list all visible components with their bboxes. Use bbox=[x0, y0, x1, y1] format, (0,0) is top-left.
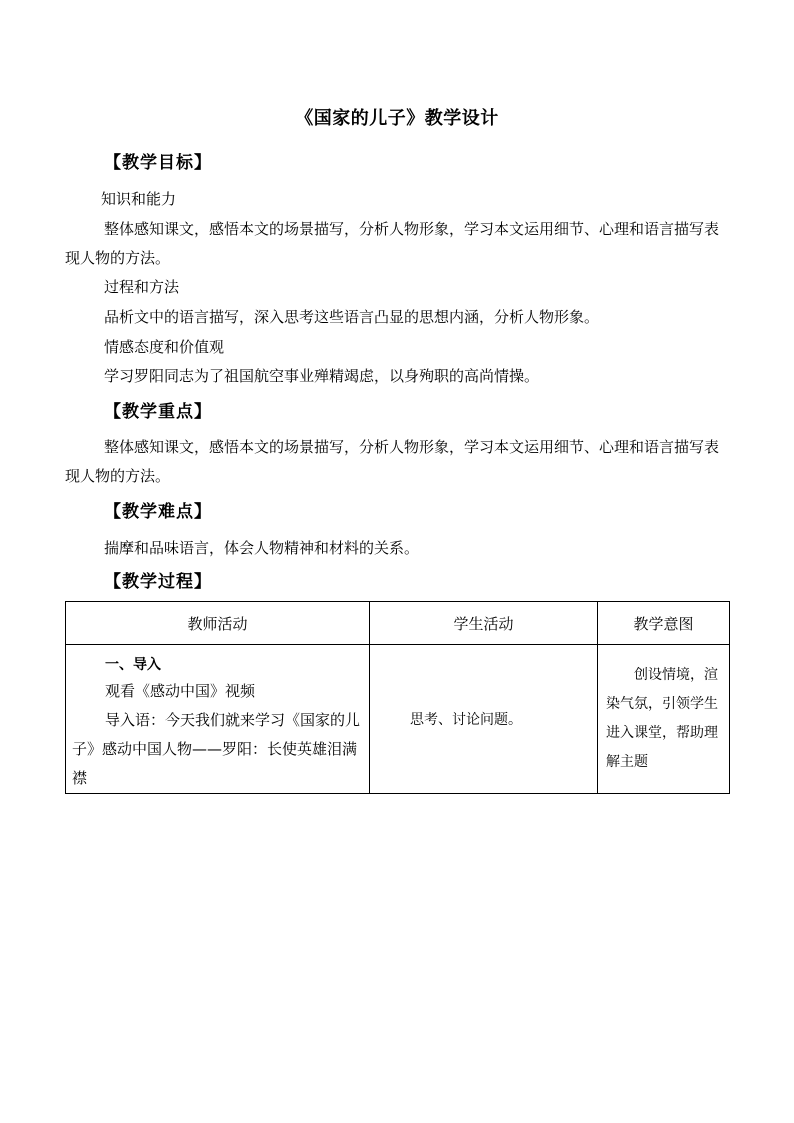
emotion-text: 学习罗阳同志为了祖国航空事业殚精竭虑，以身殉职的高尚情操。 bbox=[104, 367, 540, 385]
teacher-activity-line: 观看《感动中国》视频 bbox=[105, 682, 256, 700]
process-text: 品析文中的语言描写，深入思考这些语言凸显的思想内涵，分析人物形象。 bbox=[104, 308, 600, 326]
header-teacher-activity: 教师活动 bbox=[66, 602, 370, 645]
knowledge-label: 知识和能力 bbox=[101, 190, 177, 208]
teaching-intent-text: 创设情境，渲染气氛，引领学生进入课堂，帮助理解主题 bbox=[606, 667, 718, 770]
emotion-label: 情感态度和价值观 bbox=[104, 338, 225, 356]
header-student-activity: 学生活动 bbox=[370, 602, 598, 645]
teaching-intent-cell bbox=[598, 645, 730, 794]
teacher-activity-line: 导入语：今天我们就来学习《国家的儿子》感动中国人物——罗阳：长使英雄泪满襟 bbox=[72, 711, 361, 787]
objectives-heading: 【教学目标】 bbox=[104, 153, 212, 173]
difficulties-text: 揣摩和品味语言，体会人物精神和材料的关系。 bbox=[104, 539, 420, 557]
knowledge-text: 整体感知课文，感悟本文的场景描写，分析人物形象，学习本文运用细节、心理和语言描写表现人物的方法。 bbox=[65, 220, 720, 267]
difficulties-heading: 【教学难点】 bbox=[104, 502, 212, 522]
process-table bbox=[65, 601, 730, 794]
table-header-row bbox=[66, 602, 730, 645]
student-activity-cell: 思考、讨论问题。 bbox=[370, 645, 598, 794]
key-points-text: 整体感知课文，感悟本文的场景描写，分析人物形象，学习本文运用细节、心理和语言描写表现人物的方法。 bbox=[65, 438, 720, 485]
process-label: 过程和方法 bbox=[104, 278, 180, 296]
key-points-heading: 【教学重点】 bbox=[104, 402, 212, 422]
header-teaching-intent: 教学意图 bbox=[598, 602, 730, 645]
teacher-activity-cell bbox=[66, 645, 370, 794]
document-title: 《国家的儿子》教学设计 bbox=[295, 108, 499, 129]
teacher-step-title: 一、导入 bbox=[105, 657, 161, 673]
process-heading: 【教学过程】 bbox=[104, 572, 212, 592]
table-row bbox=[66, 645, 730, 794]
